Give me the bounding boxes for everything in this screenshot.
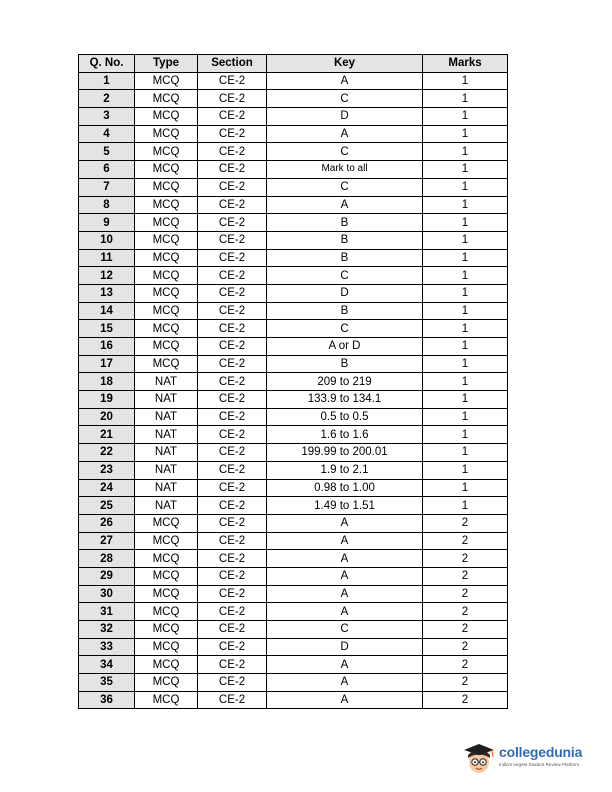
cell-qno: 12 [79,267,135,285]
cell-qno: 7 [79,178,135,196]
cell-type: MCQ [135,656,198,674]
table-row [79,674,508,692]
student-mascot-icon [462,741,496,775]
cell-marks: 1 [423,161,508,179]
cell-key: A [267,550,423,568]
cell-key: C [267,90,423,108]
cell-key: B [267,302,423,320]
cell-qno: 29 [79,567,135,585]
table-row [79,514,508,532]
cell-type: MCQ [135,320,198,338]
cell-type: NAT [135,497,198,515]
cell-key: C [267,621,423,639]
cell-marks: 1 [423,90,508,108]
cell-type: MCQ [135,585,198,603]
cell-key: A [267,514,423,532]
cell-marks: 2 [423,550,508,568]
table-row [79,320,508,338]
table-row [79,90,508,108]
table-row [79,408,508,426]
table-row [79,550,508,568]
cell-section: CE-2 [198,408,267,426]
cell-key: D [267,638,423,656]
cell-qno: 9 [79,214,135,232]
cell-section: CE-2 [198,497,267,515]
cell-key: B [267,249,423,267]
table-row [79,479,508,497]
cell-marks: 1 [423,72,508,90]
table-body [79,72,508,709]
cell-section: CE-2 [198,338,267,356]
cell-marks: 1 [423,497,508,515]
table-row [79,178,508,196]
table-row [79,567,508,585]
cell-qno: 23 [79,461,135,479]
cell-section: CE-2 [198,249,267,267]
cell-section: CE-2 [198,585,267,603]
cell-section: CE-2 [198,143,267,161]
cell-marks: 1 [423,125,508,143]
table-row [79,214,508,232]
cell-section: CE-2 [198,621,267,639]
cell-marks: 2 [423,621,508,639]
cell-key: 0.5 to 0.5 [267,408,423,426]
cell-section: CE-2 [198,532,267,550]
cell-marks: 2 [423,691,508,709]
table-row [79,532,508,550]
cell-section: CE-2 [198,125,267,143]
cell-section: CE-2 [198,355,267,373]
cell-marks: 2 [423,656,508,674]
cell-type: MCQ [135,108,198,126]
table-row [79,603,508,621]
cell-type: MCQ [135,532,198,550]
cell-section: CE-2 [198,284,267,302]
cell-qno: 2 [79,90,135,108]
cell-qno: 33 [79,638,135,656]
cell-type: MCQ [135,231,198,249]
cell-qno: 3 [79,108,135,126]
cell-type: MCQ [135,90,198,108]
cell-qno: 28 [79,550,135,568]
cell-qno: 24 [79,479,135,497]
cell-key: 209 to 219 [267,373,423,391]
cell-qno: 31 [79,603,135,621]
table-row [79,284,508,302]
cell-section: CE-2 [198,479,267,497]
cell-qno: 6 [79,161,135,179]
cell-marks: 1 [423,302,508,320]
cell-qno: 30 [79,585,135,603]
table-row [79,72,508,90]
cell-marks: 1 [423,178,508,196]
cell-key: 1.49 to 1.51 [267,497,423,515]
cell-qno: 5 [79,143,135,161]
cell-section: CE-2 [198,567,267,585]
cell-qno: 26 [79,514,135,532]
cell-section: CE-2 [198,514,267,532]
cell-section: CE-2 [198,426,267,444]
header-key: Key [267,55,423,73]
cell-qno: 11 [79,249,135,267]
cell-type: MCQ [135,338,198,356]
cell-qno: 16 [79,338,135,356]
cell-marks: 2 [423,567,508,585]
cell-marks: 1 [423,249,508,267]
table-row [79,196,508,214]
cell-qno: 14 [79,302,135,320]
table-row [79,497,508,515]
cell-section: CE-2 [198,603,267,621]
cell-type: MCQ [135,72,198,90]
cell-key: A [267,532,423,550]
cell-marks: 1 [423,143,508,161]
cell-qno: 8 [79,196,135,214]
cell-marks: 1 [423,214,508,232]
cell-key: C [267,143,423,161]
cell-section: CE-2 [198,461,267,479]
cell-key: A [267,674,423,692]
cell-key: 199.99 to 200.01 [267,444,423,462]
cell-marks: 1 [423,320,508,338]
cell-marks: 1 [423,479,508,497]
cell-section: CE-2 [198,90,267,108]
cell-marks: 1 [423,108,508,126]
cell-type: MCQ [135,603,198,621]
cell-qno: 13 [79,284,135,302]
cell-marks: 2 [423,585,508,603]
cell-section: CE-2 [198,231,267,249]
cell-section: CE-2 [198,72,267,90]
cell-marks: 1 [423,373,508,391]
table-row [79,391,508,409]
cell-qno: 35 [79,674,135,692]
cell-key: D [267,284,423,302]
table-row [79,691,508,709]
cell-key: A [267,691,423,709]
cell-section: CE-2 [198,267,267,285]
cell-key: A [267,656,423,674]
cell-type: NAT [135,391,198,409]
table-row [79,231,508,249]
cell-type: MCQ [135,249,198,267]
table-row [79,249,508,267]
table-row [79,373,508,391]
cell-type: MCQ [135,302,198,320]
cell-key: A [267,72,423,90]
table-row [79,461,508,479]
cell-qno: 15 [79,320,135,338]
cell-section: CE-2 [198,196,267,214]
cell-key: Mark to all [267,161,423,179]
cell-key: A [267,125,423,143]
cell-key: A [267,603,423,621]
table-row [79,638,508,656]
cell-key: 133.9 to 134.1 [267,391,423,409]
cell-qno: 32 [79,621,135,639]
cell-marks: 1 [423,355,508,373]
cell-marks: 1 [423,461,508,479]
cell-section: CE-2 [198,178,267,196]
cell-type: MCQ [135,674,198,692]
table-header-row [79,55,508,73]
cell-type: NAT [135,426,198,444]
cell-section: CE-2 [198,161,267,179]
cell-type: NAT [135,444,198,462]
cell-section: CE-2 [198,674,267,692]
cell-key: B [267,214,423,232]
table-row [79,161,508,179]
table-row [79,585,508,603]
cell-key: A [267,196,423,214]
table-row [79,108,508,126]
cell-qno: 36 [79,691,135,709]
cell-section: CE-2 [198,656,267,674]
table-row [79,143,508,161]
cell-qno: 17 [79,355,135,373]
cell-key: 0.98 to 1.00 [267,479,423,497]
header-section: Section [198,55,267,73]
cell-section: CE-2 [198,373,267,391]
cell-qno: 19 [79,391,135,409]
cell-type: MCQ [135,143,198,161]
collegedunia-logo [462,741,592,775]
cell-marks: 2 [423,603,508,621]
cell-section: CE-2 [198,320,267,338]
cell-key: C [267,320,423,338]
cell-marks: 1 [423,196,508,214]
cell-marks: 1 [423,231,508,249]
cell-qno: 27 [79,532,135,550]
logo-brand-name: collegedunia [499,744,583,760]
cell-marks: 1 [423,426,508,444]
cell-qno: 25 [79,497,135,515]
cell-section: CE-2 [198,550,267,568]
cell-section: CE-2 [198,444,267,462]
header-type: Type [135,55,198,73]
cell-key: D [267,108,423,126]
table-row [79,444,508,462]
cell-type: MCQ [135,567,198,585]
table-row [79,267,508,285]
cell-key: 1.9 to 2.1 [267,461,423,479]
cell-type: MCQ [135,214,198,232]
cell-type: MCQ [135,125,198,143]
header-marks: Marks [423,55,508,73]
cell-marks: 1 [423,391,508,409]
cell-key: A [267,567,423,585]
cell-marks: 1 [423,444,508,462]
cell-type: NAT [135,373,198,391]
cell-qno: 18 [79,373,135,391]
cell-key: B [267,355,423,373]
table-row [79,656,508,674]
cell-type: MCQ [135,638,198,656]
cell-type: NAT [135,408,198,426]
cell-marks: 1 [423,284,508,302]
cell-type: MCQ [135,691,198,709]
cell-marks: 2 [423,638,508,656]
cell-type: NAT [135,461,198,479]
cell-type: MCQ [135,550,198,568]
cell-type: MCQ [135,621,198,639]
cell-key: 1.6 to 1.6 [267,426,423,444]
cell-marks: 1 [423,338,508,356]
cell-type: MCQ [135,284,198,302]
answer-key-table [78,54,508,709]
cell-marks: 2 [423,674,508,692]
cell-section: CE-2 [198,638,267,656]
cell-qno: 4 [79,125,135,143]
table-row [79,302,508,320]
table-row [79,621,508,639]
cell-type: MCQ [135,355,198,373]
header-qno: Q. No. [79,55,135,73]
cell-section: CE-2 [198,302,267,320]
cell-type: MCQ [135,161,198,179]
table-row [79,355,508,373]
cell-type: MCQ [135,196,198,214]
cell-type: MCQ [135,178,198,196]
cell-qno: 34 [79,656,135,674]
table-row [79,338,508,356]
table-row [79,426,508,444]
cell-section: CE-2 [198,108,267,126]
cell-type: NAT [135,479,198,497]
cell-marks: 1 [423,267,508,285]
cell-qno: 10 [79,231,135,249]
cell-type: MCQ [135,267,198,285]
cell-key: C [267,267,423,285]
cell-marks: 1 [423,408,508,426]
cell-qno: 20 [79,408,135,426]
logo-tagline: India's largest Student Review Platform [499,762,580,767]
cell-marks: 2 [423,514,508,532]
cell-marks: 2 [423,532,508,550]
cell-key: A or D [267,338,423,356]
cell-section: CE-2 [198,391,267,409]
cell-section: CE-2 [198,214,267,232]
cell-key: C [267,178,423,196]
table-row [79,125,508,143]
cell-qno: 22 [79,444,135,462]
cell-section: CE-2 [198,691,267,709]
cell-qno: 21 [79,426,135,444]
cell-key: A [267,585,423,603]
cell-key: B [267,231,423,249]
cell-type: MCQ [135,514,198,532]
cell-qno: 1 [79,72,135,90]
